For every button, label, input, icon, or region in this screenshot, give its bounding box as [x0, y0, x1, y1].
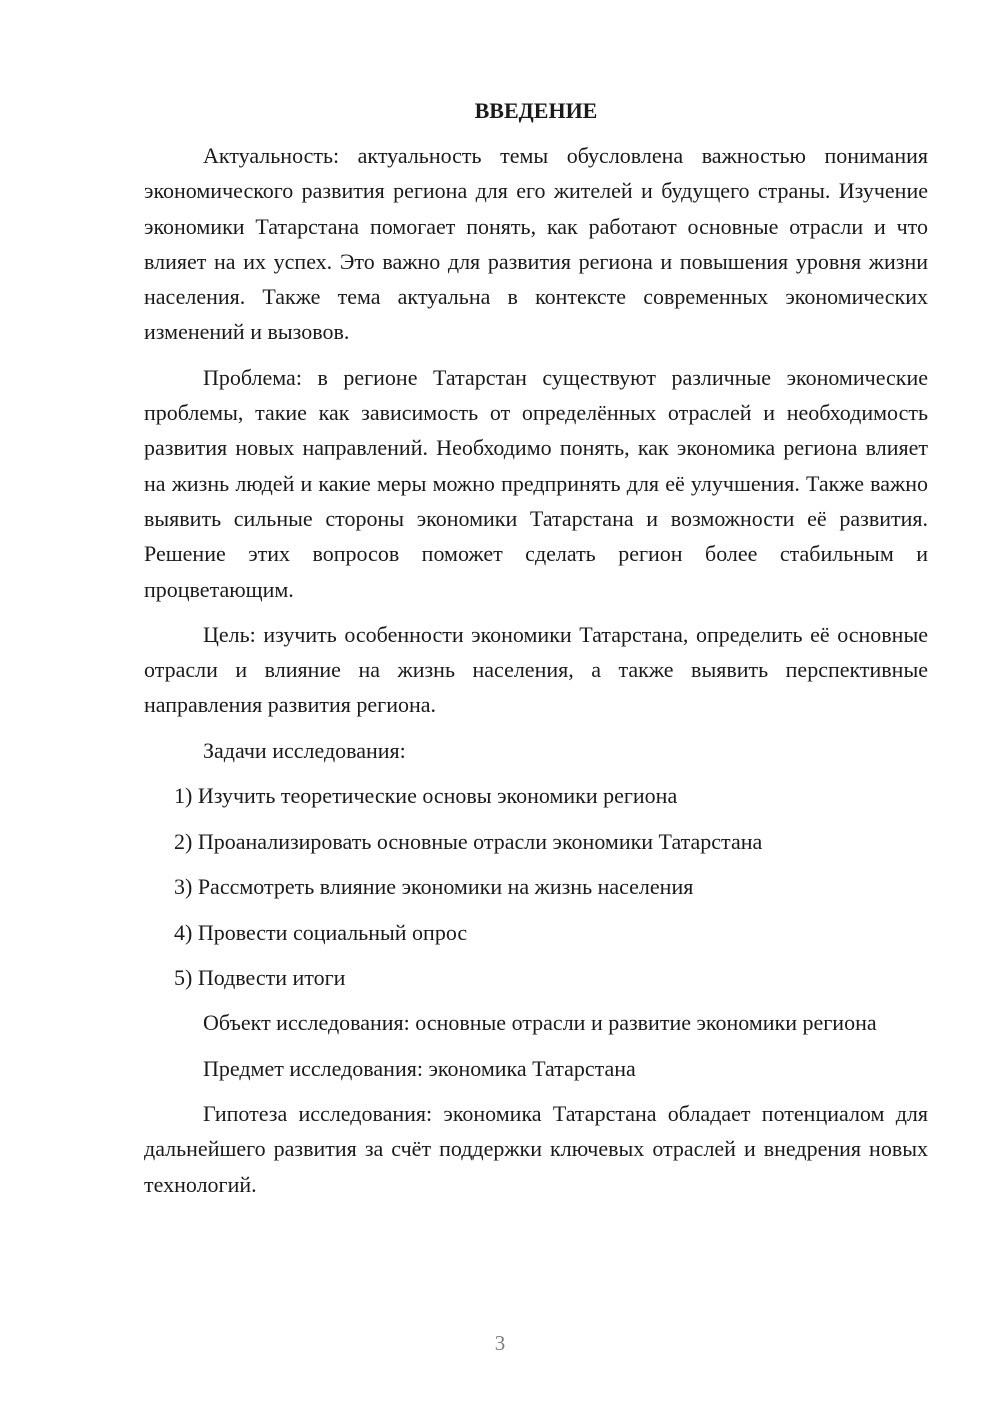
tasks-intro: Задачи исследования: — [203, 737, 406, 763]
tasks-list — [144, 778, 928, 995]
relevance-paragraph: Актуальность: актуальность темы обусловлена важностью понимания экономического развития региона для его жителей и будущего страны. Изучение экономики Татарстана помогает понять, как работают основные отрасли и что влияет на их успех. Это важно для развития региона и повышения уровня жизни населения. Также тема актуальна в контексте современных экономических изменений и вызовов. — [144, 143, 928, 345]
page-number: 3 — [494, 1331, 506, 1355]
goal-paragraph: Цель: изучить особенности экономики Татарстана, определить её основные отрасли и влияние на жизнь населения, а также выявить перспективные направления развития региона. — [144, 621, 928, 718]
object-paragraph: Объект исследования: основные отрасли и развитие экономики региона — [203, 1010, 877, 1036]
task-item: 4) Провести социальный опрос — [174, 919, 468, 945]
task-item: 1) Изучить теоретические основы экономики региона — [174, 783, 678, 809]
task-item: 2) Проанализировать основные отрасли экономики Татарстана — [174, 828, 763, 854]
task-item: 3) Рассмотреть влияние экономики на жизнь населения — [174, 874, 694, 900]
task-item: 5) Подвести итоги — [174, 964, 346, 990]
hypothesis-paragraph: Гипотеза исследования: экономика Татарстана обладает потенциалом для дальнейшего развития за счёт поддержки ключевых отраслей и внедрения новых технологий. — [144, 1101, 928, 1197]
problem-paragraph: Проблема: в регионе Татарстан существуют различные экономические проблемы, такие как зависимость от определённых отраслей и необходимость развития новых направлений. Необходимо понять, как экономика региона влияет на жизнь людей и какие меры можно предпринять для её улучшения. Также важно выявить сильные стороны экономики Татарстана и возможности её развития. Решение этих вопросов поможет сделать регион более стабильным и процветающим. — [144, 364, 928, 602]
page-content — [144, 95, 928, 1212]
subject-paragraph: Предмет исследования: экономика Татарстана — [203, 1055, 636, 1081]
section-heading: ВВЕДЕНИЕ — [474, 98, 598, 123]
